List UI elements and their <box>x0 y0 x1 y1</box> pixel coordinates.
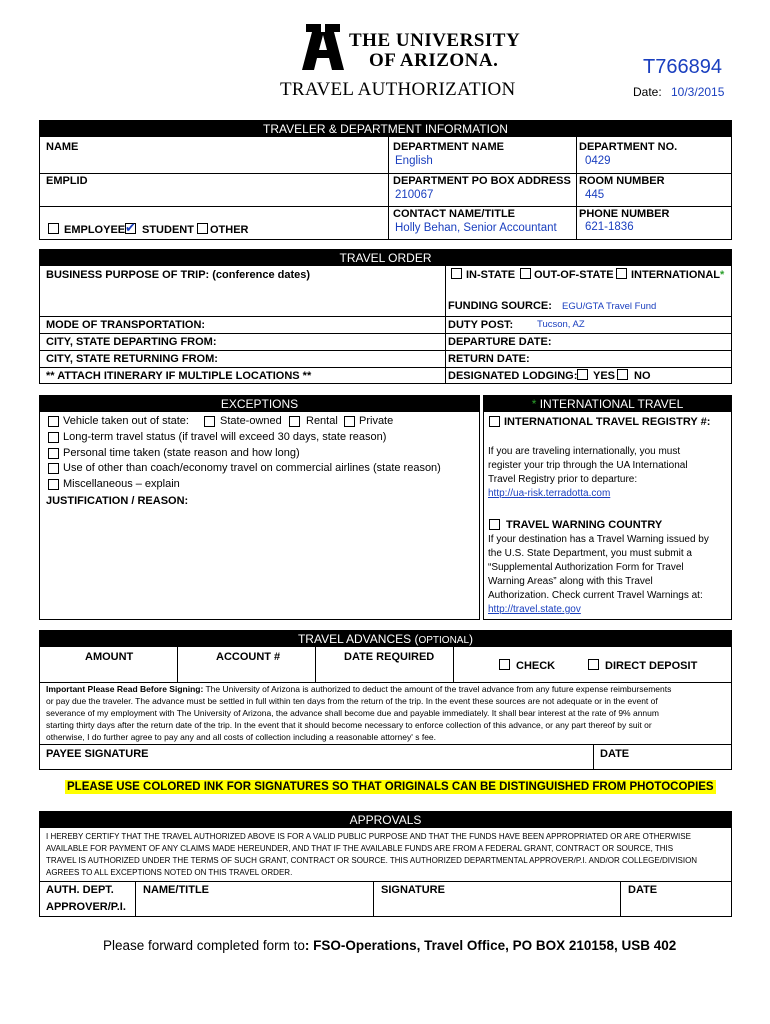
other-label: OTHER <box>210 224 249 236</box>
international-label: INTERNATIONAL* <box>631 269 725 281</box>
duty-post-label: DUTY POST: <box>448 319 514 331</box>
form-title: TRAVEL AUTHORIZATION <box>280 79 516 100</box>
long-term-label: Long-term travel status (if travel will exceed 30 days, state reason) <box>63 431 387 443</box>
in-state-label: IN-STATE <box>466 269 516 281</box>
travel-order-heading: TRAVEL ORDER <box>40 250 731 266</box>
amount-label: AMOUNT <box>85 651 134 663</box>
returning-from-label: CITY, STATE RETURNING FROM: <box>46 353 218 365</box>
exceptions-section <box>39 395 480 620</box>
check-label: CHECK <box>516 660 556 672</box>
warning-text-line1: If your destination has a Travel Warning issued by <box>488 534 709 545</box>
advance-notice: Important Please Read Before Signing: The University of Arizona is authorized to deduct the amount of the travel advance from any future expense reimbursements or pay due the traveler. The advance must be settled in full within ten days from the return of the trip. In the event these sources are not adequate or in the event of severance of my employment with The University of Arizona, the advance shall become due and payable immediately. It shall bear interest at the rate of 9% annum starting thirty days after the return date of the trip. In the event that it should become necessary to enforce collection of this advance, or any part thereof by suit or otherwise, I do further agree to pay any and all costs of collection including a reasonable attorney' s fee. <box>46 684 672 742</box>
direct-deposit-checkbox[interactable] <box>588 659 599 670</box>
other-class-label: Use of other than coach/economy travel on commercial airlines (state reason) <box>63 462 441 474</box>
payee-signature-label: PAYEE SIGNATURE <box>46 748 149 760</box>
private-label: Private <box>359 415 394 427</box>
return-date-label: RETURN DATE: <box>448 353 530 365</box>
traveler-section <box>39 120 732 240</box>
vehicle-out-of-state-checkbox[interactable] <box>48 416 59 427</box>
colored-ink-notice: PLEASE USE COLORED INK FOR SIGNATURES SO THAT ORIGINALS CAN BE DISTINGUISHED FROM PHOTOCOPIES <box>67 781 714 793</box>
business-purpose-label: BUSINESS PURPOSE OF TRIP: (conference dates) <box>46 269 311 281</box>
check-checkbox[interactable] <box>499 659 510 670</box>
international-travel-section <box>483 395 732 620</box>
po-box-field[interactable]: 210067 <box>395 189 434 201</box>
contact-field[interactable]: Holly Behan, Senior Accountant <box>395 222 557 234</box>
phone-field[interactable]: 621-1836 <box>585 221 634 233</box>
po-box-label: DEPARTMENT PO BOX ADDRESS <box>393 175 571 187</box>
form-number: T766894 <box>643 56 722 78</box>
other-checkbox[interactable] <box>197 223 208 234</box>
duty-post-field[interactable]: Tucson, AZ <box>537 319 585 330</box>
travel-warning-checkbox[interactable] <box>489 519 500 530</box>
room-number-field[interactable]: 445 <box>585 189 605 201</box>
employee-label: EMPLOYEE <box>64 224 126 236</box>
exceptions-heading: EXCEPTIONS <box>40 396 479 412</box>
auth-dept-label-line1: AUTH. DEPT. <box>46 884 114 896</box>
direct-deposit-label: DIRECT DEPOSIT <box>605 660 698 672</box>
date-value[interactable]: 10/3/2015 <box>671 85 725 99</box>
dept-no-field[interactable]: 0429 <box>585 155 611 167</box>
lodging-no-label: NO <box>634 370 651 382</box>
registry-text-line2: register your trip through the UA International <box>488 460 688 471</box>
name-title-label: NAME/TITLE <box>143 884 209 896</box>
designated-lodging-label: DESIGNATED LODGING: <box>448 370 578 382</box>
international-travel-heading: * INTERNATIONAL TRAVEL <box>484 396 731 412</box>
other-class-checkbox[interactable] <box>48 463 59 474</box>
university-a-logo-icon <box>302 24 344 70</box>
name-label: NAME <box>46 141 79 153</box>
warning-text-line3: “Supplemental Authorization Form for Travel <box>488 562 684 573</box>
out-of-state-label: OUT-OF-STATE <box>534 269 614 281</box>
registry-text-line1: If you are traveling internationally, you must <box>488 446 681 457</box>
approval-date-label: DATE <box>628 884 658 896</box>
mode-of-transport-label: MODE OF TRANSPORTATION: <box>46 319 206 331</box>
contact-label: CONTACT NAME/TITLE <box>393 208 516 220</box>
miscellaneous-label: Miscellaneous – explain <box>63 478 180 490</box>
funding-source-label: FUNDING SOURCE: <box>448 300 552 312</box>
lodging-yes-label: YES <box>593 370 616 382</box>
emplid-label: EMPLID <box>46 175 88 187</box>
registry-link[interactable]: http://ua-risk.terradotta.com <box>488 488 611 499</box>
international-checkbox[interactable] <box>616 268 627 279</box>
miscellaneous-checkbox[interactable] <box>48 479 59 490</box>
logo-text-arizona: OF ARIZONA. <box>369 50 499 71</box>
rental-checkbox[interactable] <box>289 416 300 427</box>
long-term-checkbox[interactable] <box>48 432 59 443</box>
approvals-heading: APPROVALS <box>40 812 731 828</box>
personal-time-checkbox[interactable] <box>48 448 59 459</box>
travel-advances-section <box>39 630 732 770</box>
warning-text-line2: the U.S. State Department, you must submit a <box>488 548 692 559</box>
travel-warning-label: TRAVEL WARNING COUNTRY <box>506 519 663 531</box>
logo-text-university: THE UNIVERSITY <box>349 30 521 51</box>
checkmark-icon: ✔ <box>125 220 136 235</box>
departing-from-label: CITY, STATE DEPARTING FROM: <box>46 336 217 348</box>
dept-name-label: DEPARTMENT NAME <box>393 141 505 153</box>
registry-label: INTERNATIONAL TRAVEL REGISTRY #: <box>504 416 711 428</box>
rental-label: Rental <box>306 415 338 427</box>
approvals-section <box>39 811 732 917</box>
funding-source-field[interactable]: EGU/GTA Travel Fund <box>562 301 657 312</box>
state-owned-checkbox[interactable] <box>204 416 215 427</box>
warning-text-line5: Authorization. Check current Travel Warnings at: <box>488 590 703 601</box>
phone-label: PHONE NUMBER <box>579 208 670 220</box>
approval-certification: I HEREBY CERTIFY THAT THE TRAVEL AUTHORIZED ABOVE IS FOR A VALID PUBLIC PURPOSE AND THAT THE FUNDS HAVE BEEN APPROPRIATED OR ARE OTHERWISE AVAILABLE FOR PAYMENT OF ANY CLAIMS MADE HEREUNDER, AND THAT IF THE AVAILABLE FUNDS ARE FROM A FEDERAL GRANT, CONTRACT OR SOURCE, THIS TRAVEL IS AUTHORIZED UNDER THE TERMS OF SUCH GRANT, CONTRACT OR SOURCE. THIS AUTHORIZED DEPARTMENTAL APPROVER/P.I. AND/OR COLLEGE/DIVISION AGREES TO ALL EXCEPTIONS NOTED ON THIS TRAVEL ORDER. <box>46 832 698 877</box>
travel-order-section <box>39 249 732 384</box>
personal-time-label: Personal time taken (state reason and how long) <box>63 447 300 459</box>
date-required-label: DATE REQUIRED <box>344 651 435 663</box>
room-number-label: ROOM NUMBER <box>579 175 665 187</box>
lodging-yes-checkbox[interactable] <box>577 369 588 380</box>
departure-date-label: DEPARTURE DATE: <box>448 336 552 348</box>
itinerary-note: ** ATTACH ITINERARY IF MULTIPLE LOCATIONS ** <box>46 370 312 382</box>
dept-name-field[interactable]: English <box>395 155 433 167</box>
auth-dept-label-line2: APPROVER/P.I. <box>46 901 126 913</box>
lodging-no-checkbox[interactable] <box>617 369 628 380</box>
approval-signature-label: SIGNATURE <box>381 884 445 896</box>
registry-text-line3: Travel Registry prior to departure: <box>488 474 638 485</box>
private-checkbox[interactable] <box>344 416 355 427</box>
vehicle-out-of-state-label: Vehicle taken out of state: <box>63 415 189 427</box>
registry-checkbox[interactable] <box>489 416 500 427</box>
employee-checkbox[interactable] <box>48 223 59 234</box>
warning-link[interactable]: http://travel.state.gov <box>488 604 581 615</box>
forwarding-instructions: Please forward completed form to: FSO-Operations, Travel Office, PO BOX 210158, USB 402 <box>103 938 677 953</box>
warning-text-line4: Warning Areas” along with this Travel <box>488 576 653 587</box>
out-of-state-checkbox[interactable] <box>520 268 531 279</box>
state-owned-label: State-owned <box>220 415 282 427</box>
student-label: STUDENT <box>142 224 194 236</box>
traveler-section-heading: TRAVELER & DEPARTMENT INFORMATION <box>40 121 731 137</box>
travel-advances-heading: TRAVEL ADVANCES (OPTIONAL) <box>40 631 731 647</box>
in-state-checkbox[interactable] <box>451 268 462 279</box>
justification-label: JUSTIFICATION / REASON: <box>46 495 189 507</box>
payee-date-label: DATE <box>600 748 630 760</box>
date-label: Date: <box>633 85 662 99</box>
international-asterisk: * <box>720 269 725 281</box>
account-label: ACCOUNT # <box>216 651 281 663</box>
dept-no-label: DEPARTMENT NO. <box>579 141 678 153</box>
